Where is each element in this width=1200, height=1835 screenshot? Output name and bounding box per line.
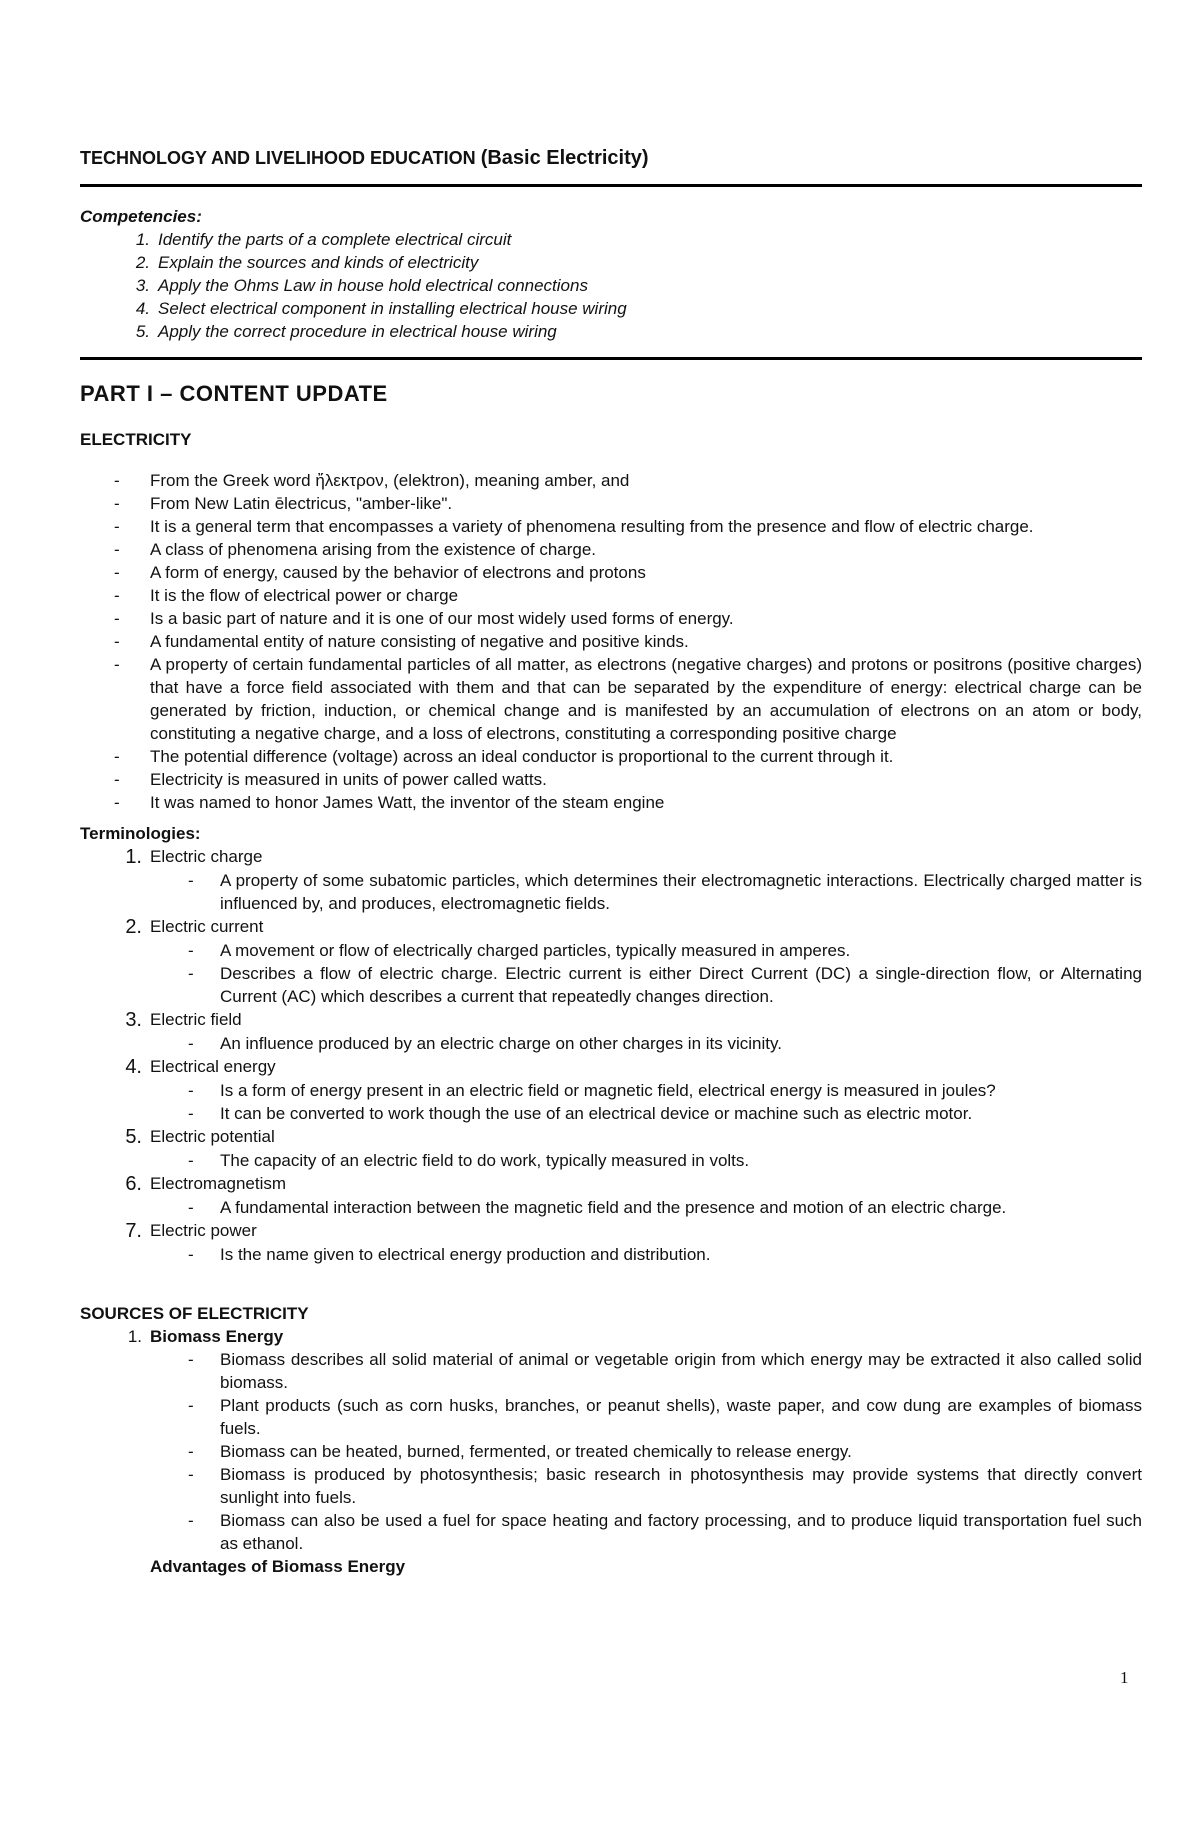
list-item-text: Electricity is measured in units of power called watts. (150, 770, 547, 789)
page-content (80, 146, 1142, 1578)
list-item-text: It is the flow of electrical power or charge (150, 586, 459, 605)
term-number: 5. (125, 1126, 142, 1148)
list-item-text: Biomass is produced by photosynthesis; basic research in photosynthesis may provide systems that directly convert sunlight into fuels. (220, 1465, 1142, 1507)
term-definitions (80, 1149, 1142, 1172)
term-item (80, 1055, 1142, 1079)
list-item: - Plant products (such as corn husks, branches, or peanut shells), waste paper, and cow dung are examples of biomass fuels. (188, 1396, 1142, 1438)
definition-item: - A fundamental interaction between the magnetic field and the presence and motion of an electric charge. (80, 1196, 1142, 1219)
source-title: Biomass Energy (150, 1327, 284, 1346)
term-name: Electric charge (150, 847, 263, 866)
definition-item: - A movement or flow of electrically charged particles, typically measured in amperes. (80, 939, 1142, 962)
term-definitions (80, 869, 1142, 915)
term-name: Electrical energy (150, 1057, 276, 1076)
definition-text: A fundamental interaction between the magnetic field and the presence and motion of an electric charge. (220, 1198, 1007, 1217)
list-item-text: Biomass can also be used a fuel for space heating and factory processing, and to produce liquid transportation fuel such as ethanol. (220, 1511, 1142, 1553)
term-definitions (80, 1243, 1142, 1266)
definition-text: A movement or flow of electrically charged particles, typically measured in amperes. (220, 941, 851, 960)
competency-number: 1. (135, 230, 150, 249)
list-item-text: The potential difference (voltage) across an ideal conductor is proportional to the current through it. (150, 747, 894, 766)
competency-item (80, 297, 1142, 320)
list-item-text: Biomass can be heated, burned, fermented, or treated chemically to release energy. (220, 1442, 852, 1461)
list-item: - From the Greek word ἤλεκτρον, (elektron), meaning amber, and (80, 469, 1142, 492)
list-item: - It is a general term that encompasses a variety of phenomena resulting from the presence and flow of electric charge. (80, 515, 1142, 538)
definition-text: An influence produced by an electric charge on other charges in its vicinity. (220, 1034, 782, 1053)
list-item-text: A fundamental entity of nature consisting of negative and positive kinds. (150, 632, 689, 651)
term-item (80, 915, 1142, 939)
competency-number: 5. (135, 322, 150, 341)
definition-item: - Is the name given to electrical energy production and distribution. (80, 1243, 1142, 1266)
electricity-heading: ELECTRICITY (80, 430, 192, 449)
term-number: 7. (125, 1220, 142, 1242)
list-item-text: It was named to honor James Watt, the inventor of the steam engine (150, 793, 665, 812)
term-item (80, 1219, 1142, 1243)
term-number: 1. (125, 846, 142, 868)
term-name: Electric potential (150, 1127, 275, 1146)
page-number: 1 (1120, 1668, 1129, 1687)
term-definitions (80, 1079, 1142, 1125)
term-number: 2. (125, 916, 142, 938)
competency-text: Explain the sources and kinds of electricity (158, 253, 479, 272)
source-item (80, 1325, 1142, 1348)
list-item: - The potential difference (voltage) across an ideal conductor is proportional to the current through it. (80, 745, 1142, 768)
term-definitions (80, 1196, 1142, 1219)
term-item (80, 1172, 1142, 1196)
competency-item (80, 251, 1142, 274)
term-item (80, 845, 1142, 869)
definition-text: A property of some subatomic particles, which determines their electromagnetic interactions. Electrically charged matter is influenced by, and produces, electromagnetic fields. (220, 871, 1142, 913)
definition-text: Describes a flow of electric charge. Electric current is either Direct Current (DC) a single-direction flow, or Alternating Current (AC) which describes a current that repeatedly changes direction. (220, 964, 1142, 1006)
list-item: - It was named to honor James Watt, the inventor of the steam engine (80, 791, 1142, 814)
part-title: PART I – CONTENT UPDATE (80, 381, 388, 406)
competency-text: Identify the parts of a complete electrical circuit (158, 230, 512, 249)
competencies-heading: Competencies: (80, 207, 202, 226)
list-item-text: From New Latin ēlectricus, "amber-like". (150, 494, 453, 513)
competency-item (80, 274, 1142, 297)
list-item: - A class of phenomena arising from the existence of charge. (80, 538, 1142, 561)
list-item: - It is the flow of electrical power or charge (80, 584, 1142, 607)
competency-item (80, 228, 1142, 251)
competency-text: Select electrical component in installing electrical house wiring (158, 299, 627, 318)
list-item: - From New Latin ēlectricus, "amber-like". (80, 492, 1142, 515)
title-subject: (Basic Electricity) (480, 147, 649, 169)
definition-text: The capacity of an electric field to do work, typically measured in volts. (220, 1151, 750, 1170)
term-name: Electromagnetism (150, 1174, 287, 1193)
term-item (80, 1008, 1142, 1032)
advantages-heading: Advantages of Biomass Energy (150, 1557, 406, 1576)
list-item: - A fundamental entity of nature consisting of negative and positive kinds. (80, 630, 1142, 653)
term-item (80, 1125, 1142, 1149)
definition-item: - Is a form of energy present in an electric field or magnetic field, electrical energy is measured in joules? (80, 1079, 1142, 1102)
list-item: - Is a basic part of nature and it is one of our most widely used forms of energy. (80, 607, 1142, 630)
document-title (80, 146, 1142, 170)
list-item-text: A form of energy, caused by the behavior of electrons and protons (150, 563, 646, 582)
list-item-text: A class of phenomena arising from the existence of charge. (150, 540, 597, 559)
term-name: Electric current (150, 917, 264, 936)
competencies-list (80, 228, 1142, 343)
source-number: 1. (127, 1327, 142, 1346)
term-number: 4. (125, 1056, 142, 1078)
term-definitions (80, 1032, 1142, 1055)
list-item: - Biomass is produced by photosynthesis; basic research in photosynthesis may provide systems that directly convert sunlight into fuels. (188, 1465, 1142, 1507)
competency-number: 3. (135, 276, 150, 295)
definition-item: - A property of some subatomic particles, which determines their electromagnetic interactions. Electrically charged matter is influenced by, and produces, electromagnetic fields. (188, 871, 1142, 913)
sources-heading: SOURCES OF ELECTRICITY (80, 1304, 309, 1323)
competency-text: Apply the Ohms Law in house hold electrical connections (158, 276, 588, 295)
list-item: - Biomass describes all solid material of animal or vegetable origin from which energy may be extracted it also called solid biomass. (188, 1350, 1142, 1392)
list-item-text: A property of certain fundamental particles of all matter, as electrons (negative charges) and protons or positrons (positive charges) that have a force field associated with them and that can be separated by the expenditure of energy: electrical charge can be generated by friction, induction, or chemical change and is manifested by an accumulation of electrons on an atom or body, constituting a negative charge, and a loss of electrons, constituting a corresponding positive charge (150, 655, 1142, 743)
biomass-facts (80, 1348, 1142, 1555)
terminologies-heading: Terminologies: (80, 824, 201, 843)
list-item: - Electricity is measured in units of power called watts. (80, 768, 1142, 791)
term-name: Electric power (150, 1221, 257, 1240)
definition-item: - It can be converted to work though the use of an electrical device or machine such as electric motor. (80, 1102, 1142, 1125)
list-item-text: Biomass describes all solid material of animal or vegetable origin from which energy may be extracted it also called solid biomass. (220, 1350, 1142, 1392)
list-item-text: Plant products (such as corn husks, branches, or peanut shells), waste paper, and cow dung are examples of biomass fuels. (220, 1396, 1142, 1438)
terminology-list (80, 845, 1142, 1266)
list-item-text: From the Greek word ἤλεκτρον, (elektron), meaning amber, and (150, 471, 630, 490)
competency-number: 4. (135, 299, 150, 318)
term-number: 6. (125, 1173, 142, 1195)
list-item: - Biomass can also be used a fuel for space heating and factory processing, and to produce liquid transportation fuel such as ethanol. (188, 1511, 1142, 1553)
electricity-definitions (80, 469, 1142, 814)
list-item: - A property of certain fundamental particles of all matter, as electrons (negative charges) and protons or positrons (positive charges) that have a force field associated with them and that can be separated by the expenditure of energy: electrical charge can be generated by friction, induction, or chemical change and is manifested by an accumulation of electrons on an atom or body, constituting a negative charge, and a loss of electrons, constituting a corresponding positive charge (114, 655, 1142, 743)
term-number: 3. (125, 1009, 142, 1031)
list-item: - Biomass can be heated, burned, fermented, or treated chemically to release energy. (80, 1440, 1142, 1463)
definition-item: - Describes a flow of electric charge. Electric current is either Direct Current (DC) a single-direction flow, or Alternating Current (AC) which describes a current that repeatedly changes direction. (188, 964, 1142, 1006)
competency-number: 2. (135, 253, 150, 272)
title-main: TECHNOLOGY AND LIVELIHOOD EDUCATION (80, 148, 481, 168)
term-name: Electric field (150, 1010, 242, 1029)
list-item: - A form of energy, caused by the behavior of electrons and protons (80, 561, 1142, 584)
competency-text: Apply the correct procedure in electrical house wiring (158, 322, 557, 341)
definition-item: - An influence produced by an electric charge on other charges in its vicinity. (80, 1032, 1142, 1055)
list-item-text: It is a general term that encompasses a variety of phenomena resulting from the presence and flow of electric charge. (150, 517, 1034, 536)
list-item-text: Is a basic part of nature and it is one of our most widely used forms of energy. (150, 609, 734, 628)
definition-text: It can be converted to work though the use of an electrical device or machine such as electric motor. (220, 1104, 973, 1123)
definition-text: Is a form of energy present in an electric field or magnetic field, electrical energy is measured in joules? (220, 1081, 996, 1100)
definition-item: - The capacity of an electric field to do work, typically measured in volts. (80, 1149, 1142, 1172)
definition-text: Is the name given to electrical energy production and distribution. (220, 1245, 711, 1264)
term-definitions (80, 939, 1142, 1008)
competency-item (80, 320, 1142, 343)
